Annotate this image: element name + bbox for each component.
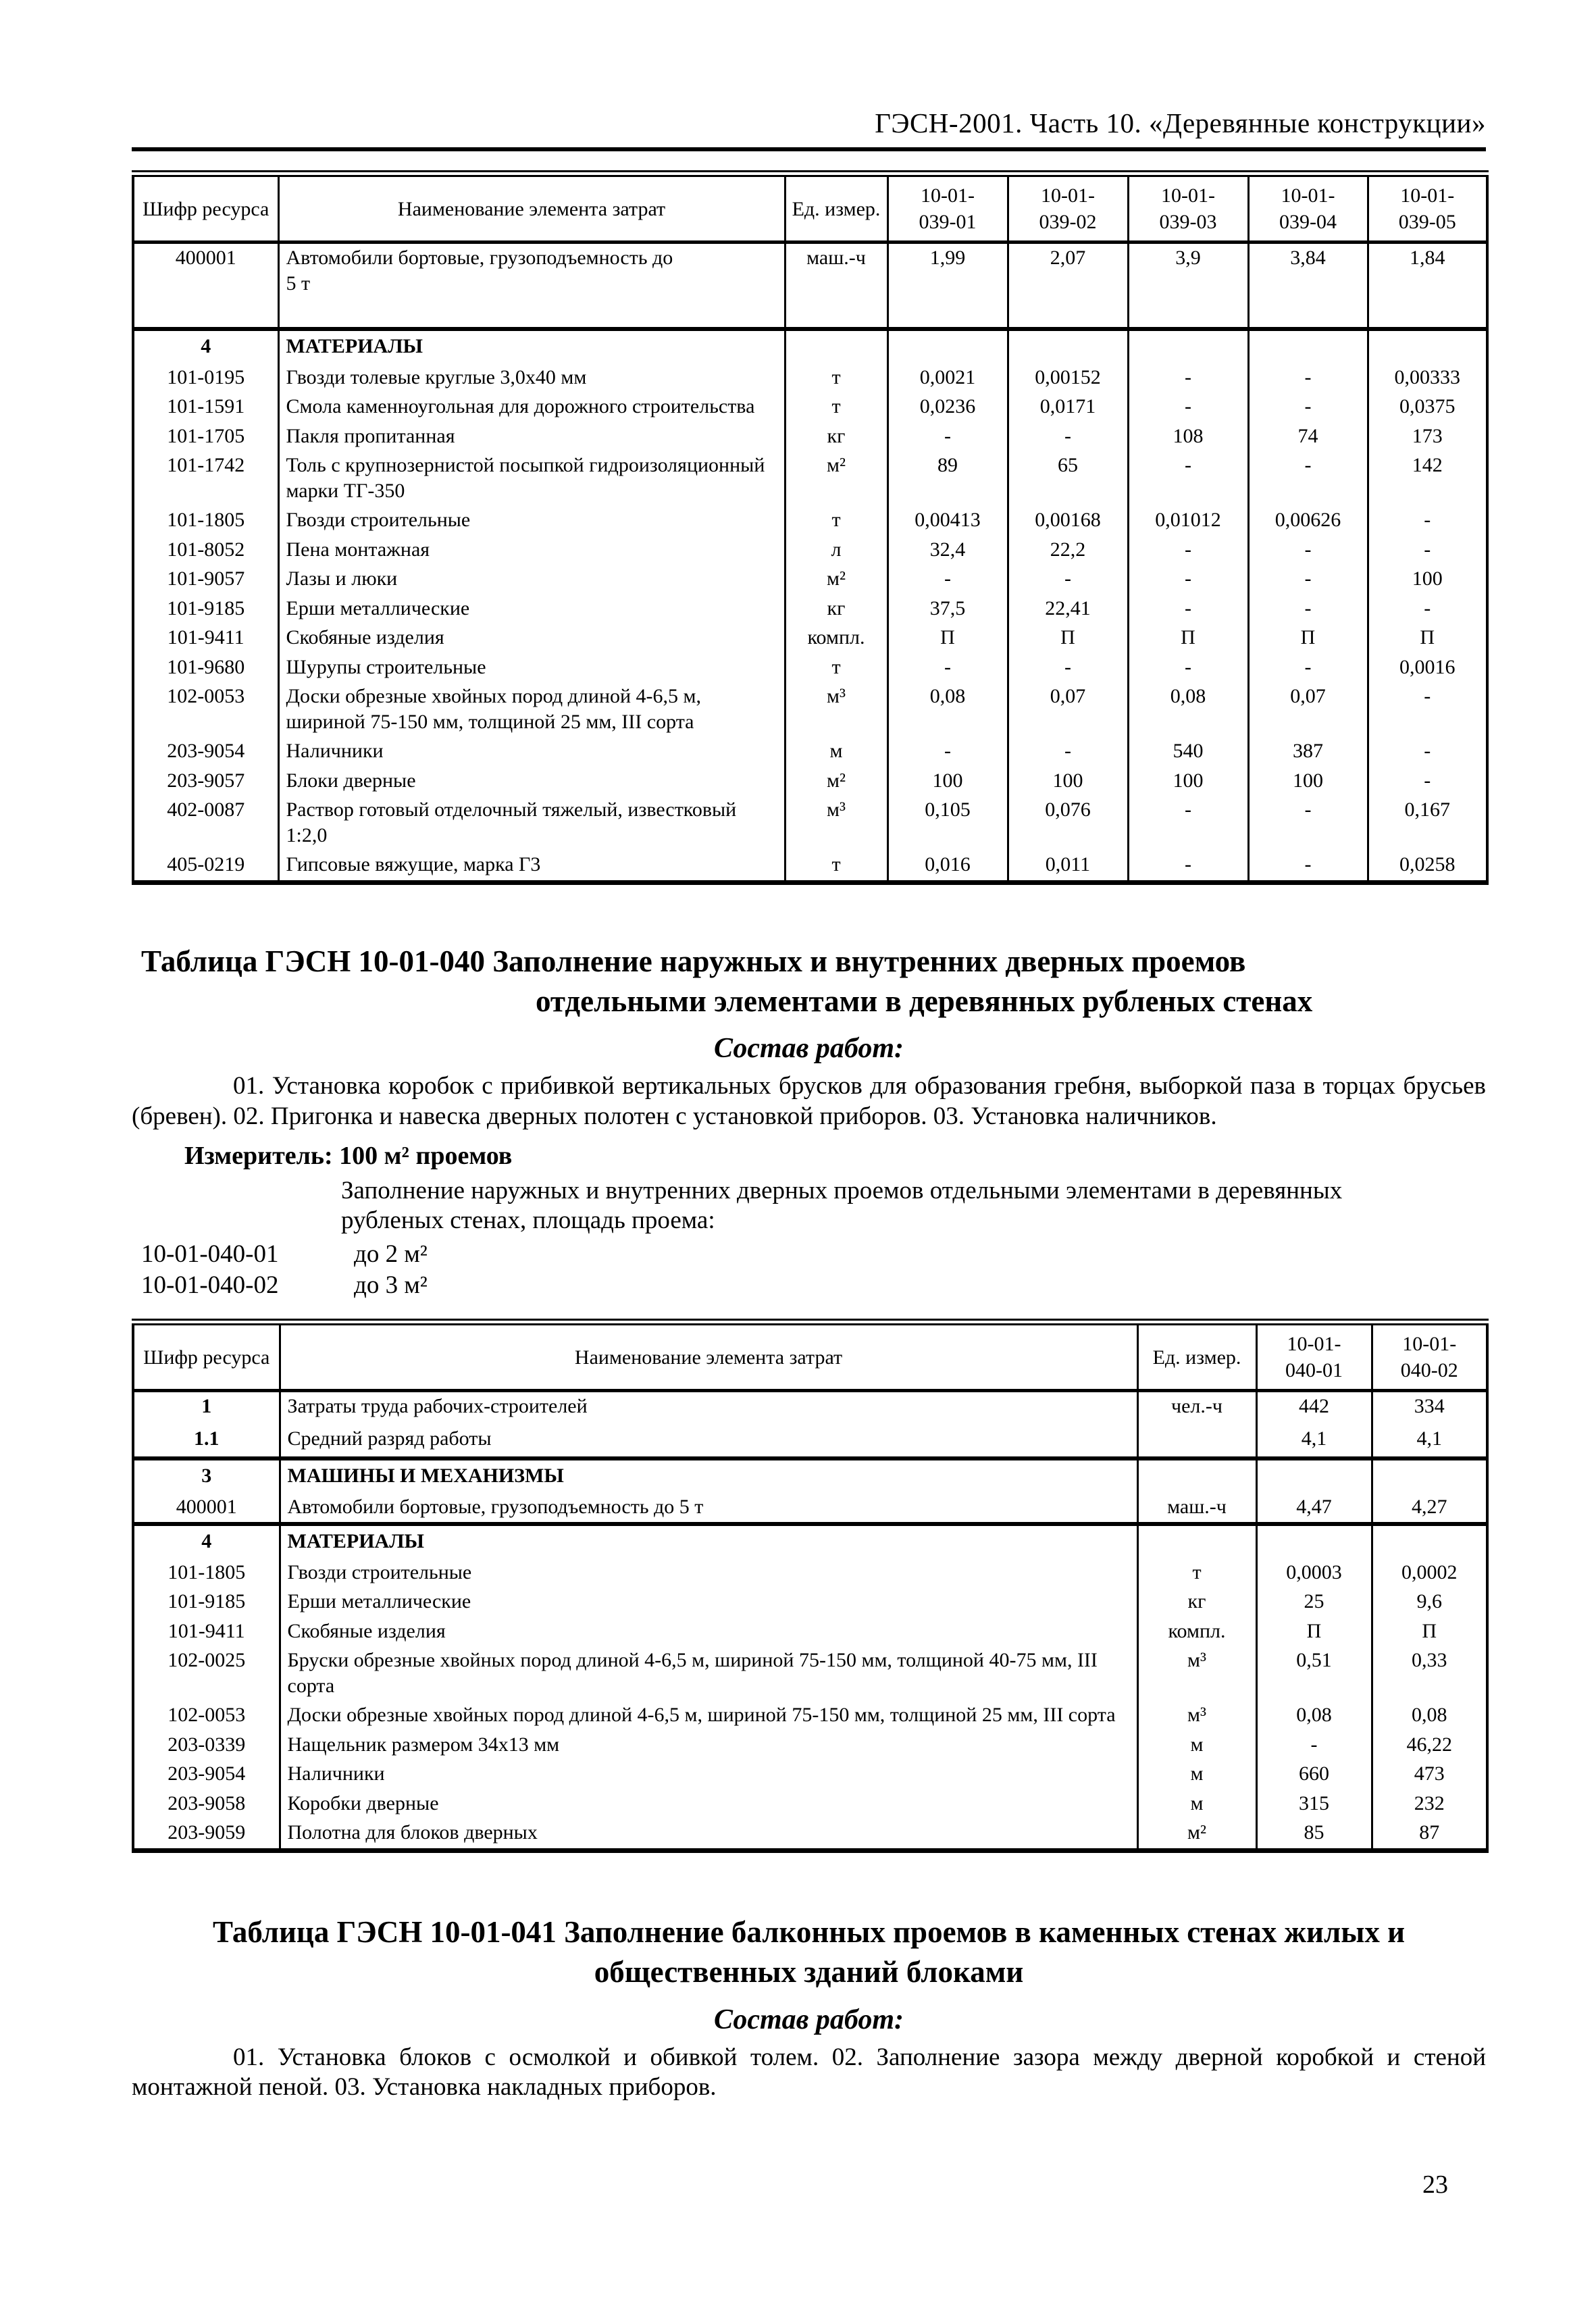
cell-resource-code: 203-9058 [133, 1789, 280, 1819]
cell-value: - [1128, 653, 1248, 683]
cell-section-label: МАТЕРИАЛЫ [278, 329, 785, 363]
cell-unit: кг [1137, 1587, 1256, 1617]
cell-resource-code: 203-9057 [133, 767, 278, 796]
cell-cost-element-name: Полотна для блоков дверных [280, 1819, 1137, 1850]
cell-value: 108 [1128, 422, 1248, 452]
cell-value: 1,99 [887, 243, 1008, 330]
cell-resource-code: 1.1 [133, 1425, 280, 1459]
cell-cost-element-name: Гвозди строительные [280, 1558, 1137, 1588]
cell-value: - [887, 565, 1008, 594]
cell-value: 142 [1368, 451, 1487, 506]
cell-value: П [1008, 624, 1128, 653]
cell-value: 173 [1368, 422, 1487, 452]
cell-value: 3,84 [1248, 243, 1368, 330]
norm-code-top: 10-01- [1041, 184, 1095, 207]
cell-unit: т [785, 506, 887, 536]
cell-cost-element-name: Пакля пропитанная [278, 422, 785, 452]
cell-empty [1137, 1524, 1256, 1558]
cell-value: 25 [1256, 1587, 1372, 1617]
cell-unit: т [785, 363, 887, 393]
cell-resource-code: 405-0219 [133, 850, 278, 882]
cell-resource-code: 102-0053 [133, 1701, 280, 1731]
cell-value: - [1368, 536, 1487, 565]
cell-unit: кг [785, 422, 887, 452]
cell-unit: м [1137, 1731, 1256, 1760]
table-row [133, 1587, 1487, 1617]
table-row [133, 1731, 1487, 1760]
cell-resource-code: 102-0025 [133, 1646, 280, 1701]
cell-value: - [1248, 451, 1368, 506]
cell-value: 87 [1372, 1819, 1487, 1850]
cell-value: П [1368, 624, 1487, 653]
cell-value: 315 [1256, 1789, 1372, 1819]
cell-value: 0,0375 [1368, 392, 1487, 422]
cell-value: 0,076 [1008, 796, 1128, 850]
table-041-title [132, 1912, 1486, 1993]
cell-unit: т [785, 653, 887, 683]
cell-cost-element-name: Лазы и люки [278, 565, 785, 594]
cell-section-number: 3 [133, 1458, 280, 1493]
cell-cost-element-name: Затраты труда рабочих-строителей [280, 1391, 1137, 1425]
cell-unit: м [1137, 1760, 1256, 1789]
table-row [133, 682, 1487, 737]
cell-unit: м² [1137, 1819, 1256, 1850]
cell-value: - [1248, 653, 1368, 683]
cell-value: 22,41 [1008, 594, 1128, 624]
cell-unit: л [785, 536, 887, 565]
norm-variant-label: до 2 м² [354, 1240, 428, 1268]
cell-cost-element-name: Гвозди строительные [278, 506, 785, 536]
cell-cost-element-name: Доски обрезные хвойных пород длиной 4-6,5 м, шириной 75-150 мм, толщиной 25 мм, III сорта [280, 1701, 1137, 1731]
running-header: ГЭСН-2001. Часть 10. «Деревянные конструкции» [875, 107, 1486, 138]
cell-value: 0,00333 [1368, 363, 1487, 393]
cell-resource-code: 1 [133, 1391, 280, 1425]
cell-resource-code: 101-9411 [133, 1617, 280, 1647]
cell-value: 4,27 [1372, 1493, 1487, 1525]
column-header-cost-element: Наименование элемента затрат [278, 174, 785, 243]
table-row [133, 796, 1487, 850]
page-content [132, 0, 1486, 2102]
cell-value: 0,00413 [887, 506, 1008, 536]
cell-empty [1372, 1458, 1487, 1493]
cell-value: - [887, 653, 1008, 683]
cell-value: - [1128, 594, 1248, 624]
cell-value: 660 [1256, 1760, 1372, 1789]
norm-code-top: 10-01- [1400, 184, 1455, 207]
cell-cost-element-name: Раствор готовый отделочный тяжелый, известковый 1:2,0 [278, 796, 785, 850]
table-row [133, 594, 1487, 624]
column-header-resource-code: Шифр ресурса [133, 174, 278, 243]
cell-resource-code: 101-9185 [133, 1587, 280, 1617]
cell-value: - [1368, 767, 1487, 796]
cell-resource-code: 101-8052 [133, 536, 278, 565]
table-row [133, 451, 1487, 506]
cell-value: 0,0021 [887, 363, 1008, 393]
cell-value: 334 [1372, 1391, 1487, 1425]
cell-cost-element-name: Пена монтажная [278, 536, 785, 565]
cell-value: 1,84 [1368, 243, 1487, 330]
column-header-norm-039-02 [1008, 174, 1128, 243]
cell-value: - [887, 737, 1008, 767]
cell-unit: т [1137, 1558, 1256, 1588]
cell-value: 232 [1372, 1789, 1487, 1819]
table-041-title-line2: общественных зданий блоками [594, 1955, 1024, 1989]
sostav-rabot-text-040: 01. Установка коробок с прибивкой вертикальных брусков для образования гребня, выборкой паза в торцах брусьев (бревен). 02. Пригонка и навеска дверных полотен с установкой приборов. 03. Установка наличников. [132, 1072, 1486, 1130]
norm-code-top: 10-01- [1281, 184, 1335, 207]
cell-resource-code: 203-9059 [133, 1819, 280, 1850]
cell-cost-element-name: Шурупы строительные [278, 653, 785, 683]
cell-value: 0,08 [887, 682, 1008, 737]
cell-value: 0,01012 [1128, 506, 1248, 536]
cell-value: 540 [1128, 737, 1248, 767]
cell-value: 3,9 [1128, 243, 1248, 330]
cell-empty [1008, 329, 1128, 363]
cell-unit: м [785, 737, 887, 767]
cell-cost-element-name: Ерши металлические [280, 1587, 1137, 1617]
cell-value: 89 [887, 451, 1008, 506]
cell-value: 0,0003 [1256, 1558, 1372, 1588]
column-header-norm-040-01 [1256, 1322, 1372, 1391]
cell-resource-code: 101-0195 [133, 363, 278, 393]
cell-value: - [1248, 363, 1368, 393]
column-header-resource-code: Шифр ресурса [133, 1322, 280, 1391]
cell-value: 387 [1248, 737, 1368, 767]
cell-resource-code: 101-9680 [133, 653, 278, 683]
cell-value: 2,07 [1008, 243, 1128, 330]
cell-value: - [1248, 850, 1368, 882]
table-row [133, 565, 1487, 594]
cell-unit [1137, 1425, 1256, 1459]
cell-value: 0,011 [1008, 850, 1128, 882]
cell-empty [1248, 329, 1368, 363]
table-row [133, 653, 1487, 683]
cell-value: - [1248, 796, 1368, 850]
cell-cost-element-name: Наличники [280, 1760, 1137, 1789]
cell-value: - [1128, 565, 1248, 594]
norm-variant-row [132, 1270, 1486, 1301]
cell-unit: маш.-ч [785, 243, 887, 330]
section-header-row-machines [133, 1458, 1487, 1493]
cell-unit: м² [785, 565, 887, 594]
column-header-unit: Ед. измер. [785, 174, 887, 243]
sostav-rabot-label-041: Состав работ: [714, 2004, 904, 2035]
norm-code-top: 10-01- [1402, 1333, 1457, 1356]
cell-cost-element-name: Автомобили бортовые, грузоподъемность до 5 т [278, 243, 785, 330]
cell-value: 442 [1256, 1391, 1372, 1425]
cell-unit: компл. [785, 624, 887, 653]
column-header-norm-039-03 [1128, 174, 1248, 243]
cell-unit: т [785, 392, 887, 422]
cell-cost-element-name: Наличники [278, 737, 785, 767]
cell-unit: т [785, 850, 887, 882]
cell-value: 0,0236 [887, 392, 1008, 422]
table-040-description: Заполнение наружных и внутренних дверных проемов отдельными элементами в деревянных рубленых стенах, площадь проема: [341, 1177, 1343, 1235]
table-row [133, 363, 1487, 393]
norm-code-bottom: 039-03 [1159, 211, 1217, 233]
cell-value: П [1128, 624, 1248, 653]
norm-code-top: 10-01- [1287, 1333, 1341, 1356]
cell-value: - [1008, 565, 1128, 594]
izmeritel-line: Измеритель: 100 м² проемов [184, 1142, 513, 1171]
cell-resource-code: 101-1591 [133, 392, 278, 422]
cell-unit: м³ [785, 796, 887, 850]
cell-unit: чел.-ч [1137, 1391, 1256, 1425]
cell-resource-code: 203-0339 [133, 1731, 280, 1760]
table-row [133, 1425, 1487, 1459]
cell-cost-element-name: Скобяные изделия [278, 624, 785, 653]
cell-value: - [1128, 451, 1248, 506]
cell-unit: компл. [1137, 1617, 1256, 1647]
norm-code-bottom: 039-05 [1398, 211, 1456, 233]
cell-resource-code: 101-1705 [133, 422, 278, 452]
norm-code-top: 10-01- [1161, 184, 1215, 207]
cell-cost-element-name: Толь с крупнозернистой посыпкой гидроизоляционный марки ТГ-350 [278, 451, 785, 506]
table-row [133, 1391, 1487, 1425]
cell-empty [1128, 329, 1248, 363]
cell-resource-code: 101-1742 [133, 451, 278, 506]
cell-value: 37,5 [887, 594, 1008, 624]
table-row [133, 1493, 1487, 1525]
table-041-title-line1: Таблица ГЭСН 10-01-041 Заполнение балконных проемов в каменных стенах жилых и [212, 1914, 1406, 1949]
norm-variant-code: 10-01-040-02 [141, 1271, 279, 1300]
cell-value: П [1372, 1617, 1487, 1647]
cell-value: 0,0002 [1372, 1558, 1487, 1588]
norm-code-bottom: 039-01 [919, 211, 977, 233]
cell-cost-element-name: Скобяные изделия [280, 1617, 1137, 1647]
column-header-cost-element: Наименование элемента затрат [280, 1322, 1137, 1391]
norm-code-bottom: 039-02 [1039, 211, 1097, 233]
cell-section-label: МАТЕРИАЛЫ [280, 1524, 1137, 1558]
table-040-title-line1: Таблица ГЭСН 10-01-040 Заполнение наружных и внутренних дверных проемов [141, 944, 1246, 978]
table-040-header-row [133, 1322, 1487, 1391]
column-header-norm-039-01 [887, 174, 1008, 243]
table-row [133, 624, 1487, 653]
table-row [133, 737, 1487, 767]
norm-code-bottom: 039-04 [1279, 211, 1337, 233]
table-row [133, 243, 1487, 330]
table-row [133, 422, 1487, 452]
table-row [133, 1617, 1487, 1647]
cell-empty [887, 329, 1008, 363]
cell-value: 100 [1368, 565, 1487, 594]
cell-resource-code: 203-9054 [133, 1760, 280, 1789]
cell-resource-code: 101-9411 [133, 624, 278, 653]
table-gesn-10-01-040 [132, 1319, 1489, 1853]
cell-value: 0,167 [1368, 796, 1487, 850]
cell-value: 4,47 [1256, 1493, 1372, 1525]
cell-value: - [1368, 506, 1487, 536]
sostav-rabot-text-041: 01. Установка блоков с осмолкой и обивкой толем. 02. Заполнение зазора между дверной коробкой и стеной монтажной пеной. 03. Установка накладных приборов. [132, 2043, 1486, 2102]
column-header-unit: Ед. измер. [1137, 1322, 1256, 1391]
cell-empty [1256, 1524, 1372, 1558]
cell-value: 0,51 [1256, 1646, 1372, 1701]
cell-value: 473 [1372, 1760, 1487, 1789]
cell-value: - [1128, 392, 1248, 422]
cell-cost-element-name: Коробки дверные [280, 1789, 1137, 1819]
cell-unit: м³ [1137, 1646, 1256, 1701]
table-040-title-line2: отдельными элементами в деревянных рубленых стенах [536, 984, 1313, 1018]
table-row [133, 392, 1487, 422]
cell-value: - [1368, 682, 1487, 737]
column-header-norm-040-02 [1372, 1322, 1487, 1391]
cell-value: П [1248, 624, 1368, 653]
norm-code-bottom: 040-01 [1285, 1359, 1343, 1382]
cell-resource-code: 400001 [133, 1493, 280, 1525]
table-row [133, 1558, 1487, 1588]
table-row [133, 1701, 1487, 1731]
cell-value: 0,07 [1008, 682, 1128, 737]
table-row [133, 1819, 1487, 1850]
cell-value: 85 [1256, 1819, 1372, 1850]
cell-value: - [1248, 392, 1368, 422]
cell-value: 0,33 [1372, 1646, 1487, 1701]
cell-unit: м² [785, 767, 887, 796]
cell-value: - [1128, 536, 1248, 565]
cell-cost-element-name: Гвозди толевые круглые 3,0х40 мм [278, 363, 785, 393]
cell-empty [1372, 1524, 1487, 1558]
table-row [133, 506, 1487, 536]
cell-resource-code: 101-1805 [133, 506, 278, 536]
norm-variant-row [132, 1239, 1486, 1270]
cell-resource-code: 101-9185 [133, 594, 278, 624]
cell-empty [785, 329, 887, 363]
cell-cost-element-name: Блоки дверные [278, 767, 785, 796]
cell-unit: м³ [785, 682, 887, 737]
table-039-header-row [133, 174, 1487, 243]
cell-cost-element-name: Ерши металлические [278, 594, 785, 624]
cell-section-number: 4 [133, 1524, 280, 1558]
cell-value: 0,0171 [1008, 392, 1128, 422]
cell-value: 9,6 [1372, 1587, 1487, 1617]
cell-value: 0,0258 [1368, 850, 1487, 882]
cell-value: 0,07 [1248, 682, 1368, 737]
cell-unit: м³ [1137, 1701, 1256, 1731]
section-header-row-materials [133, 329, 1487, 363]
cell-unit: кг [785, 594, 887, 624]
cell-resource-code: 102-0053 [133, 682, 278, 737]
cell-cost-element-name: Гипсовые вяжущие, марка Г3 [278, 850, 785, 882]
norm-variant-label: до 3 м² [354, 1271, 428, 1300]
cell-cost-element-name: Автомобили бортовые, грузоподъемность до 5 т [280, 1493, 1137, 1525]
page-number: 23 [1422, 2170, 1448, 2199]
cell-cost-element-name: Бруски обрезные хвойных пород длиной 4-6,5 м, шириной 75-150 мм, толщиной 40-75 мм, III сорта [280, 1646, 1137, 1701]
cell-empty [1137, 1458, 1256, 1493]
column-header-norm-039-05 [1368, 174, 1487, 243]
cell-value: 0,00152 [1008, 363, 1128, 393]
cell-section-number: 4 [133, 329, 278, 363]
table-gesn-10-01-039 [132, 170, 1489, 885]
norm-code-bottom: 040-02 [1400, 1359, 1458, 1382]
column-header-norm-039-04 [1248, 174, 1368, 243]
cell-cost-element-name: Смола каменноугольная для дорожного строительства [278, 392, 785, 422]
section-header-row-materials [133, 1524, 1487, 1558]
cell-unit: м [1137, 1789, 1256, 1819]
cell-value: 74 [1248, 422, 1368, 452]
cell-value: - [1008, 422, 1128, 452]
norm-variant-code: 10-01-040-01 [141, 1240, 279, 1268]
cell-cost-element-name: Средний разряд работы [280, 1425, 1137, 1459]
cell-value: - [1128, 796, 1248, 850]
table-row [133, 1646, 1487, 1701]
cell-empty [1256, 1458, 1372, 1493]
cell-unit: маш.-ч [1137, 1493, 1256, 1525]
table-row [133, 536, 1487, 565]
cell-resource-code: 101-9057 [133, 565, 278, 594]
cell-value: - [1248, 536, 1368, 565]
cell-resource-code: 402-0087 [133, 796, 278, 850]
norm-code-top: 10-01- [921, 184, 975, 207]
cell-resource-code: 203-9054 [133, 737, 278, 767]
cell-value: - [887, 422, 1008, 452]
cell-value: П [1256, 1617, 1372, 1647]
cell-resource-code: 400001 [133, 243, 278, 330]
cell-value: 0,016 [887, 850, 1008, 882]
cell-value: - [1008, 653, 1128, 683]
cell-value: 0,105 [887, 796, 1008, 850]
cell-value: 100 [1008, 767, 1128, 796]
cell-value: - [1368, 737, 1487, 767]
cell-value: - [1248, 594, 1368, 624]
cell-value: П [887, 624, 1008, 653]
sostav-rabot-label-040: Состав работ: [714, 1033, 904, 1065]
cell-value: 65 [1008, 451, 1128, 506]
cell-value: 0,00168 [1008, 506, 1128, 536]
cell-value: 100 [1248, 767, 1368, 796]
cell-value: - [1008, 737, 1128, 767]
table-row [133, 1789, 1487, 1819]
table-row [133, 850, 1487, 882]
cell-value: 46,22 [1372, 1731, 1487, 1760]
table-row [133, 1760, 1487, 1789]
cell-value: - [1256, 1731, 1372, 1760]
cell-value: 0,00626 [1248, 506, 1368, 536]
cell-value: 4,1 [1372, 1425, 1487, 1459]
cell-value: 4,1 [1256, 1425, 1372, 1459]
cell-value: 32,4 [887, 536, 1008, 565]
cell-value: 0,0016 [1368, 653, 1487, 683]
norm-variant-list [132, 1239, 1486, 1302]
cell-unit: м² [785, 451, 887, 506]
cell-value: - [1248, 565, 1368, 594]
cell-resource-code: 101-1805 [133, 1558, 280, 1588]
cell-value: - [1128, 850, 1248, 882]
cell-empty [1368, 329, 1487, 363]
cell-value: 0,08 [1128, 682, 1248, 737]
cell-value: 0,08 [1256, 1701, 1372, 1731]
cell-cost-element-name: Доски обрезные хвойных пород длиной 4-6,5 м, шириной 75-150 мм, толщиной 25 мм, III сорта [278, 682, 785, 737]
cell-cost-element-name: Нащельник размером 34х13 мм [280, 1731, 1137, 1760]
cell-value: 0,08 [1372, 1701, 1487, 1731]
cell-value: - [1128, 363, 1248, 393]
cell-value: 100 [1128, 767, 1248, 796]
cell-value: 22,2 [1008, 536, 1128, 565]
table-row [133, 767, 1487, 796]
table-040-title [132, 942, 1486, 1022]
cell-value: - [1368, 594, 1487, 624]
cell-value: 100 [887, 767, 1008, 796]
header-rule [132, 147, 1486, 151]
cell-section-label: МАШИНЫ И МЕХАНИЗМЫ [280, 1458, 1137, 1493]
